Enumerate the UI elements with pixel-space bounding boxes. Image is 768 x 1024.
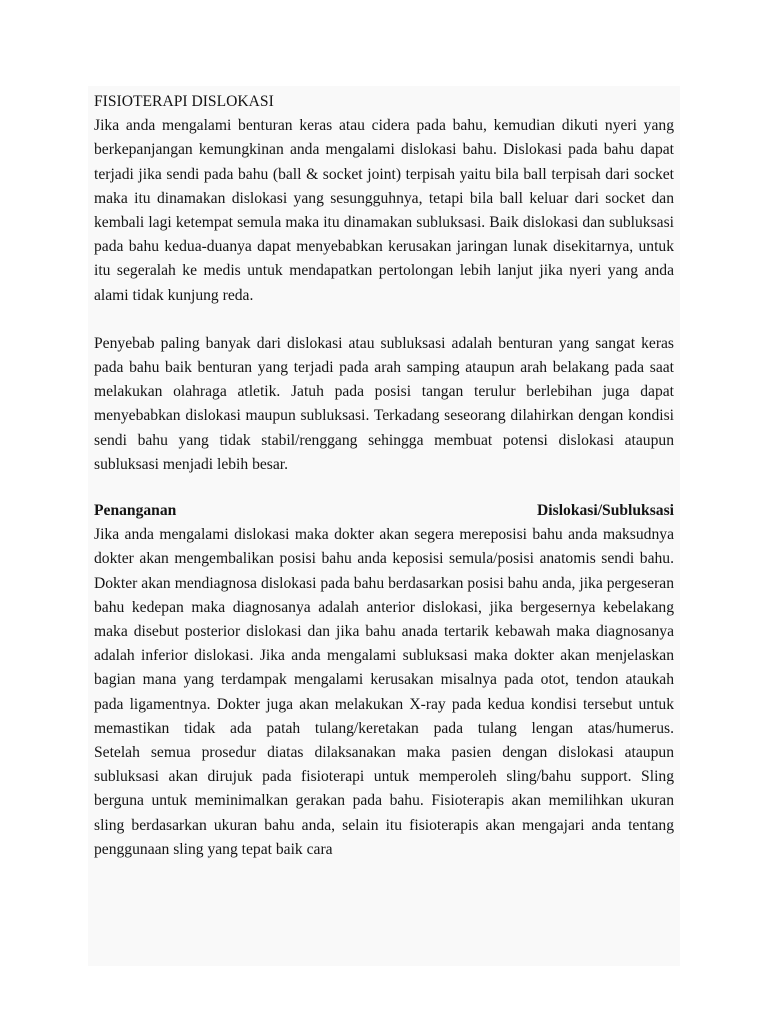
paragraph-treatment: Jika anda mengalami dislokasi maka dokter akan segera mereposisi bahu anda maksudnya dokter akan mengembalikan posisi bahu anda keposisi semula/posisi anatomis sendi bahu. Dokter akan mendiagnosa dislokasi pada bahu berdasarkan posisi bahu anda, jika pergeseran bahu kedepan maka diagnosanya adalah anterior dislokasi, jika bergesernya kebelakang maka disebut posterior dislokasi dan jika bahu anada tertarik kebawah maka diagnosanya adalah inferior dislokasi. Jika anda mengalami subluksasi maka dokter akan menjelaskan bagian mana yang terdampak mengalami kerusakan misalnya pada otot, tendon ataukah pada ligamentnya. Dokter juga akan melakukan X-ray pada kedua kondisi tersebut untuk memastikan tidak ada patah tulang/keretakan pada tulang lengan atas/humerus. [94,526,674,737]
paragraph-physio: Setelah semua prosedur diatas dilaksanakan maka pasien dengan dislokasi ataupun subluksasi akan dirujuk pada fisioterapi untuk memperoleh sling/bahu support. Sling berguna untuk meminimalkan gerakan pada bahu. Fisioterapis akan memilihkan ukuran sling berdasarkan ukuran bahu anda, selain itu fisioterapis akan mengajari anda tentang penggunaan sling yang tepat baik cara [94,744,674,858]
document-content [88,86,680,966]
document-title: FISIOTERAPI DISLOKASI [94,93,274,110]
section-heading-right: Dislokasi/Subluksasi [537,502,674,520]
section-heading-left: Penanganan [94,502,177,520]
section-heading [94,499,674,523]
paragraph-causes: Penyebab paling banyak dari dislokasi atau subluksasi adalah benturan yang sangat keras pada bahu baik benturan yang terjadi pada arah samping ataupun arah belakang pada saat melakukan olahraga atletik. Jatuh pada posisi tangan terulur berlebihan juga dapat menyebabkan dislokasi maupun subluksasi. Terkadang seseorang dilahirkan dengan kondisi sendi bahu yang tidak stabil/renggang sehingga membuat potensi dislokasi ataupun subluksasi menjadi lebih besar. [94,334,674,473]
paragraph-intro: Jika anda mengalami benturan keras atau cidera pada bahu, kemudian dikuti nyeri yang berkepanjangan kemungkinan anda mengalami dislokasi bahu. Dislokasi pada bahu dapat terjadi jika sendi pada bahu (ball & socket joint) terpisah yaitu bila ball terpisah dari socket maka itu dinamakan dislokasi yang sesungguhnya, tetapi bila ball keluar dari socket dan kembali lagi ketempat semula maka itu dinamakan subluksasi. Baik dislokasi dan subluksasi pada bahu kedua-duanya dapat menyebabkan kerusakan jaringan lunak disekitarnya, untuk itu segeralah ke medis untuk mendapatkan pertolongan lebih lanjut jika nyeri yang anda alami tidak kunjung reda. [94,117,674,304]
document-text [94,90,674,862]
